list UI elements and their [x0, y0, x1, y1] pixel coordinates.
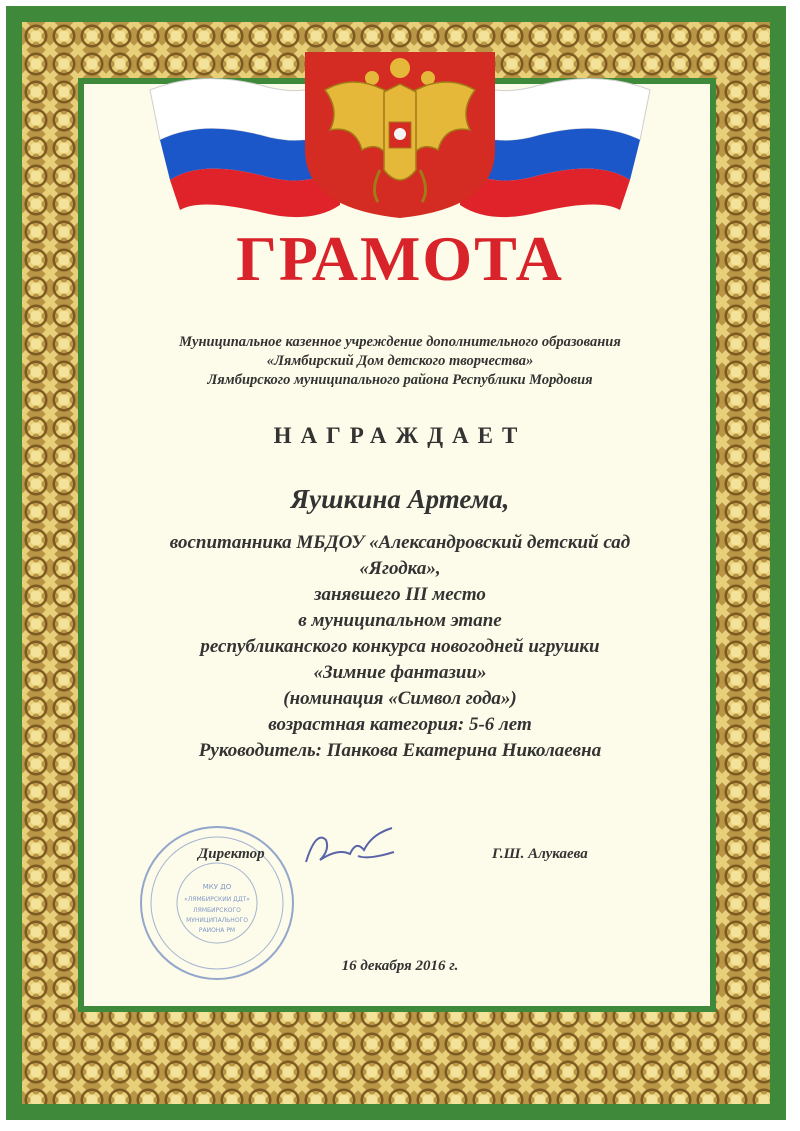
issue-date: 16 декабря 2016 г.: [341, 958, 459, 974]
award-description: [110, 530, 690, 764]
organization-line: Муниципальное казенное учреждение дополнительного образования: [179, 334, 621, 350]
svg-text:МУНИЦИПАЛЬНОГО: МУНИЦИПАЛЬНОГО: [186, 917, 248, 924]
description-line: воспитанника МБДОУ «Александровский детский сад: [169, 532, 631, 553]
signature-icon: [298, 820, 398, 880]
svg-text:ЛЯМБИРСКОГО: ЛЯМБИРСКОГО: [193, 907, 241, 914]
description-line: возрастная категория: 5-6 лет: [268, 714, 532, 735]
description-line: в муниципальном этапе: [298, 610, 502, 631]
organization-line: «Лямбирский Дом детского творчества»: [266, 353, 534, 369]
coat-of-arms-icon: [305, 52, 495, 218]
description-line: республиканского конкурса новогодней игрушки: [200, 636, 600, 657]
director-name: Г.Ш. Алукаева: [492, 846, 588, 862]
organization-block: [120, 333, 680, 390]
description-line: Руководитель: Панкова Екатерина Николаевна: [198, 740, 602, 761]
organization-line: Лямбирского муниципального района Республики Мордовия: [207, 372, 593, 388]
svg-text:МКУ ДО: МКУ ДО: [202, 883, 232, 891]
director-label: Директор: [198, 846, 265, 862]
description-line: «Зимние фантазии»: [313, 662, 487, 683]
svg-text:РАЙОНА РМ: РАЙОНА РМ: [198, 927, 236, 934]
svg-text:«ЛЯМБИРСКИЙ ДДТ»: «ЛЯМБИРСКИЙ ДДТ»: [184, 896, 250, 903]
description-line: (номинация «Символ года»): [283, 688, 517, 709]
recipient-name: Яушкина Артема,: [290, 484, 510, 514]
awards-heading: НАГРАЖДАЕТ: [273, 423, 527, 448]
flag-emblem-header: [140, 30, 660, 220]
description-line: занявшего III место: [314, 584, 486, 605]
certificate-title: ГРАМОТА: [236, 223, 564, 294]
description-line: «Ягодка»,: [359, 558, 441, 579]
